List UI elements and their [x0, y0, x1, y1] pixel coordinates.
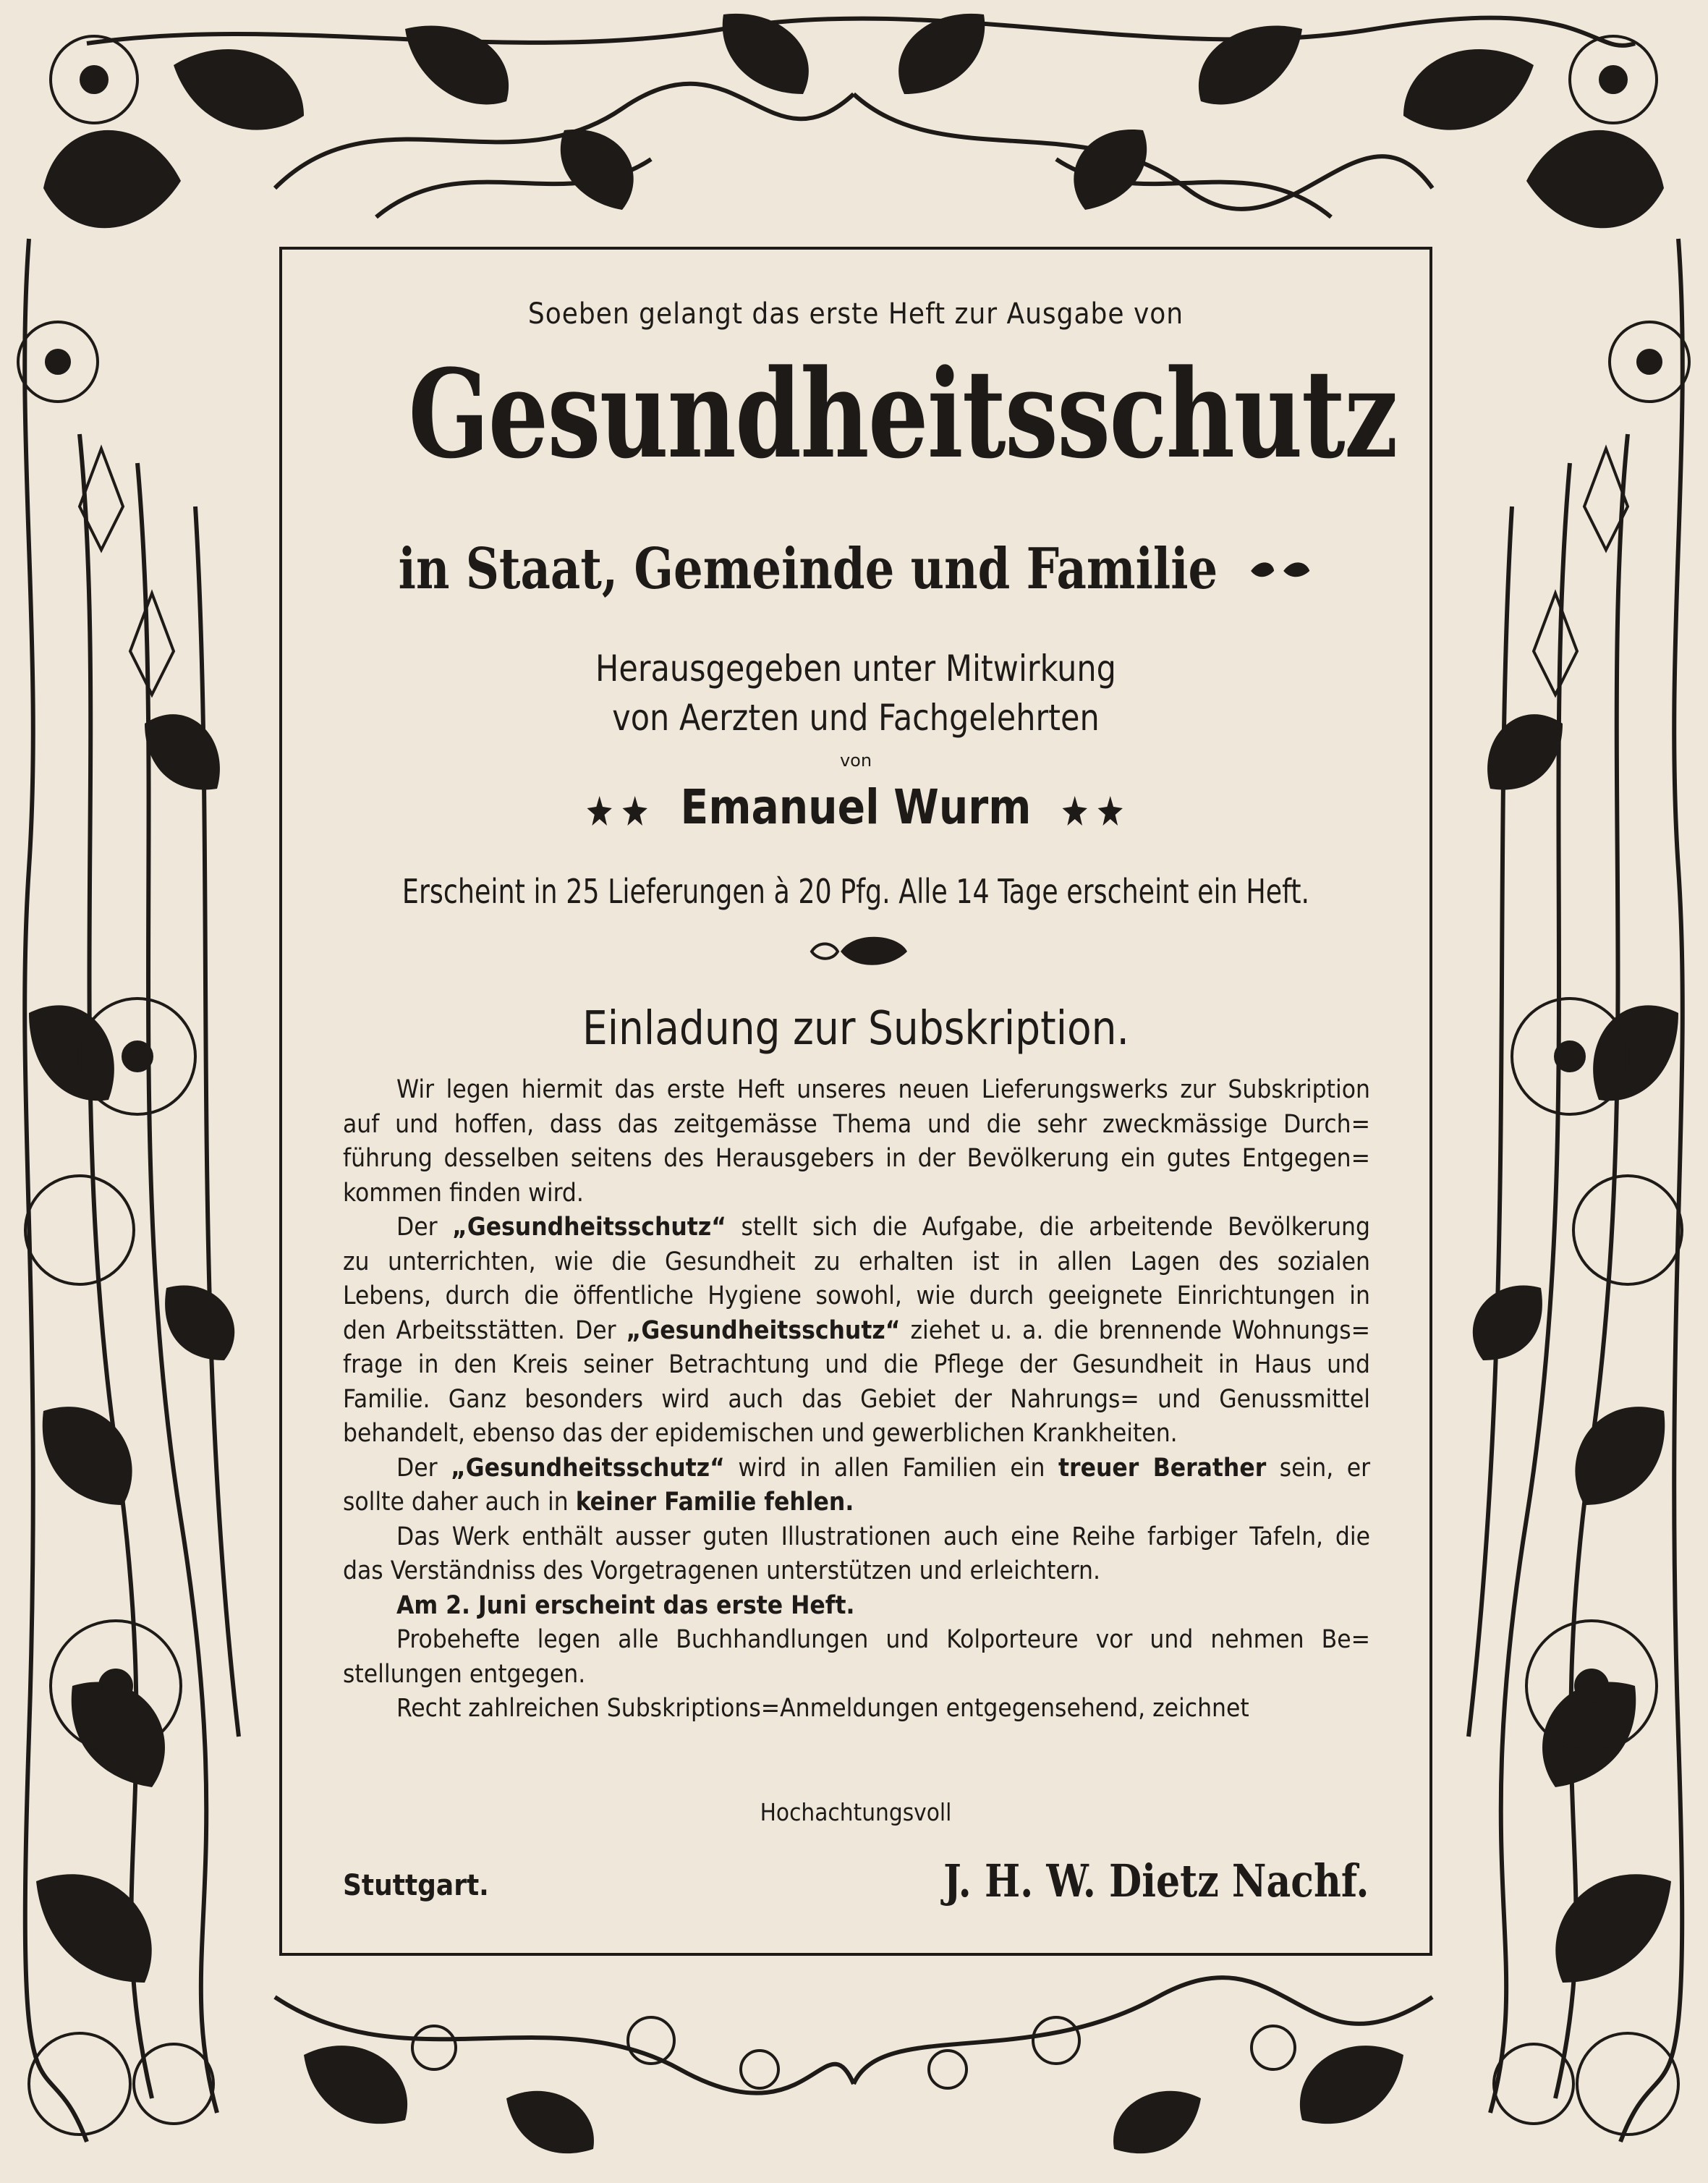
- von-line: von: [839, 750, 872, 771]
- main-title: Gesundheitsschutz: [408, 342, 1397, 486]
- body-text-part: sein, er: [1279, 1453, 1371, 1483]
- closing-greeting: Hochachtungsvoll: [760, 1798, 952, 1826]
- author-line: [362, 779, 1349, 835]
- star-ornament-icon: [584, 792, 653, 828]
- body-row: kommen finden wird.: [343, 1178, 584, 1208]
- body-text-part: stellt sich die Aufgabe, die arbeitende Bevölkerung: [741, 1213, 1371, 1242]
- subtitle-text: in Staat, Gemeinde und Familie: [398, 536, 1218, 602]
- body-row: stellungen entgegen.: [343, 1659, 586, 1689]
- body-row: Familie. Ganz besonders wird auch das Gebiet der Nahrungs= und Genussmittel: [343, 1384, 1370, 1414]
- body-text: [343, 1073, 1370, 1726]
- body-row: Lebens, durch die öffentliche Hygiene sowohl, wie durch geeignete Einrichtungen in: [343, 1281, 1370, 1310]
- release-date-notice: Am 2. Juni erscheint das erste Heft.: [396, 1590, 855, 1620]
- body-row: Probehefte legen alle Buchhandlungen und Kolporteure vor und nehmen Be=: [396, 1625, 1370, 1654]
- release-info: Erscheint in 25 Lieferungen à 20 Pfg. Alle 14 Tage erscheint ein Heft.: [401, 872, 1310, 911]
- body-text-part: ziehet u. a. die brennende Wohnungs=: [910, 1315, 1371, 1345]
- subtitle: [386, 536, 1327, 602]
- body-row: [343, 1485, 1370, 1520]
- emphasis-title: „Gesundheitsschutz“: [451, 1453, 725, 1483]
- body-text-part: sollte daher auch in: [343, 1488, 569, 1517]
- place-name: Stuttgart.: [343, 1869, 489, 1902]
- body-row: [343, 1211, 1370, 1245]
- body-row: [343, 1451, 1370, 1486]
- body-row: führung desselben seitens des Herausgebers in der Bevölkerung ein gutes Entgegen=: [343, 1144, 1370, 1173]
- author-name: Emanuel Wurm: [680, 779, 1032, 835]
- intro-line: Soeben gelangt das erste Heft zur Ausgabe von: [527, 297, 1184, 331]
- body-row: das Verständniss des Vorgetragenen unterstützen und erleichtern.: [343, 1556, 1101, 1585]
- body-row: frage in den Kreis seiner Betrachtung und die Pflege der Gesundheit in Haus und: [343, 1350, 1370, 1379]
- publisher-signature: J. H. W. Dietz Nachf.: [943, 1855, 1369, 1907]
- section-heading: Einladung zur Subskription.: [582, 1002, 1130, 1056]
- leaf-ornament-pair-icon: [1248, 555, 1313, 584]
- editor-line-1: Herausgegeben unter Mitwirkung: [595, 648, 1116, 690]
- emphasis-text: keiner Familie fehlen.: [575, 1488, 854, 1517]
- body-row: Das Werk enthält ausser guten Illustrationen auch eine Reihe farbiger Tafeln, die: [396, 1522, 1370, 1551]
- body-text-part: den Arbeitsstätten. Der: [343, 1315, 616, 1345]
- emphasis-title: „Gesundheitsschutz“: [626, 1315, 901, 1345]
- body-text-part: wird in allen Familien ein: [738, 1453, 1045, 1483]
- emphasis-text: treuer Berather: [1058, 1453, 1267, 1483]
- editor-line-2: von Aerzten und Fachgelehrten: [612, 697, 1100, 739]
- body-text-part: Der: [396, 1213, 438, 1242]
- star-ornament-icon: [1059, 792, 1128, 828]
- body-row: Recht zahlreichen Subskriptions=Anmeldungen entgegensehend, zeichnet: [396, 1694, 1249, 1723]
- body-row: Wir legen hiermit das erste Heft unseres neuen Lieferungswerks zur Subskription: [396, 1075, 1370, 1104]
- body-row: [343, 1314, 1370, 1349]
- body-row: auf und hoffen, dass das zeitgemässe Thema und die sehr zweckmässige Durch=: [343, 1109, 1370, 1139]
- body-row: behandelt, ebenso das der epidemischen und gewerblichen Krankheiten.: [343, 1419, 1178, 1448]
- body-row: [343, 1589, 1370, 1624]
- text-frame: [279, 247, 1432, 1956]
- body-row: zu unterrichten, wie die Gesundheit zu erhalten ist in allen Lagen des sozialen: [343, 1247, 1370, 1276]
- leaf-divider-icon: [804, 930, 913, 973]
- emphasis-title: „Gesundheitsschutz“: [452, 1213, 726, 1242]
- body-text-part: Der: [396, 1453, 438, 1483]
